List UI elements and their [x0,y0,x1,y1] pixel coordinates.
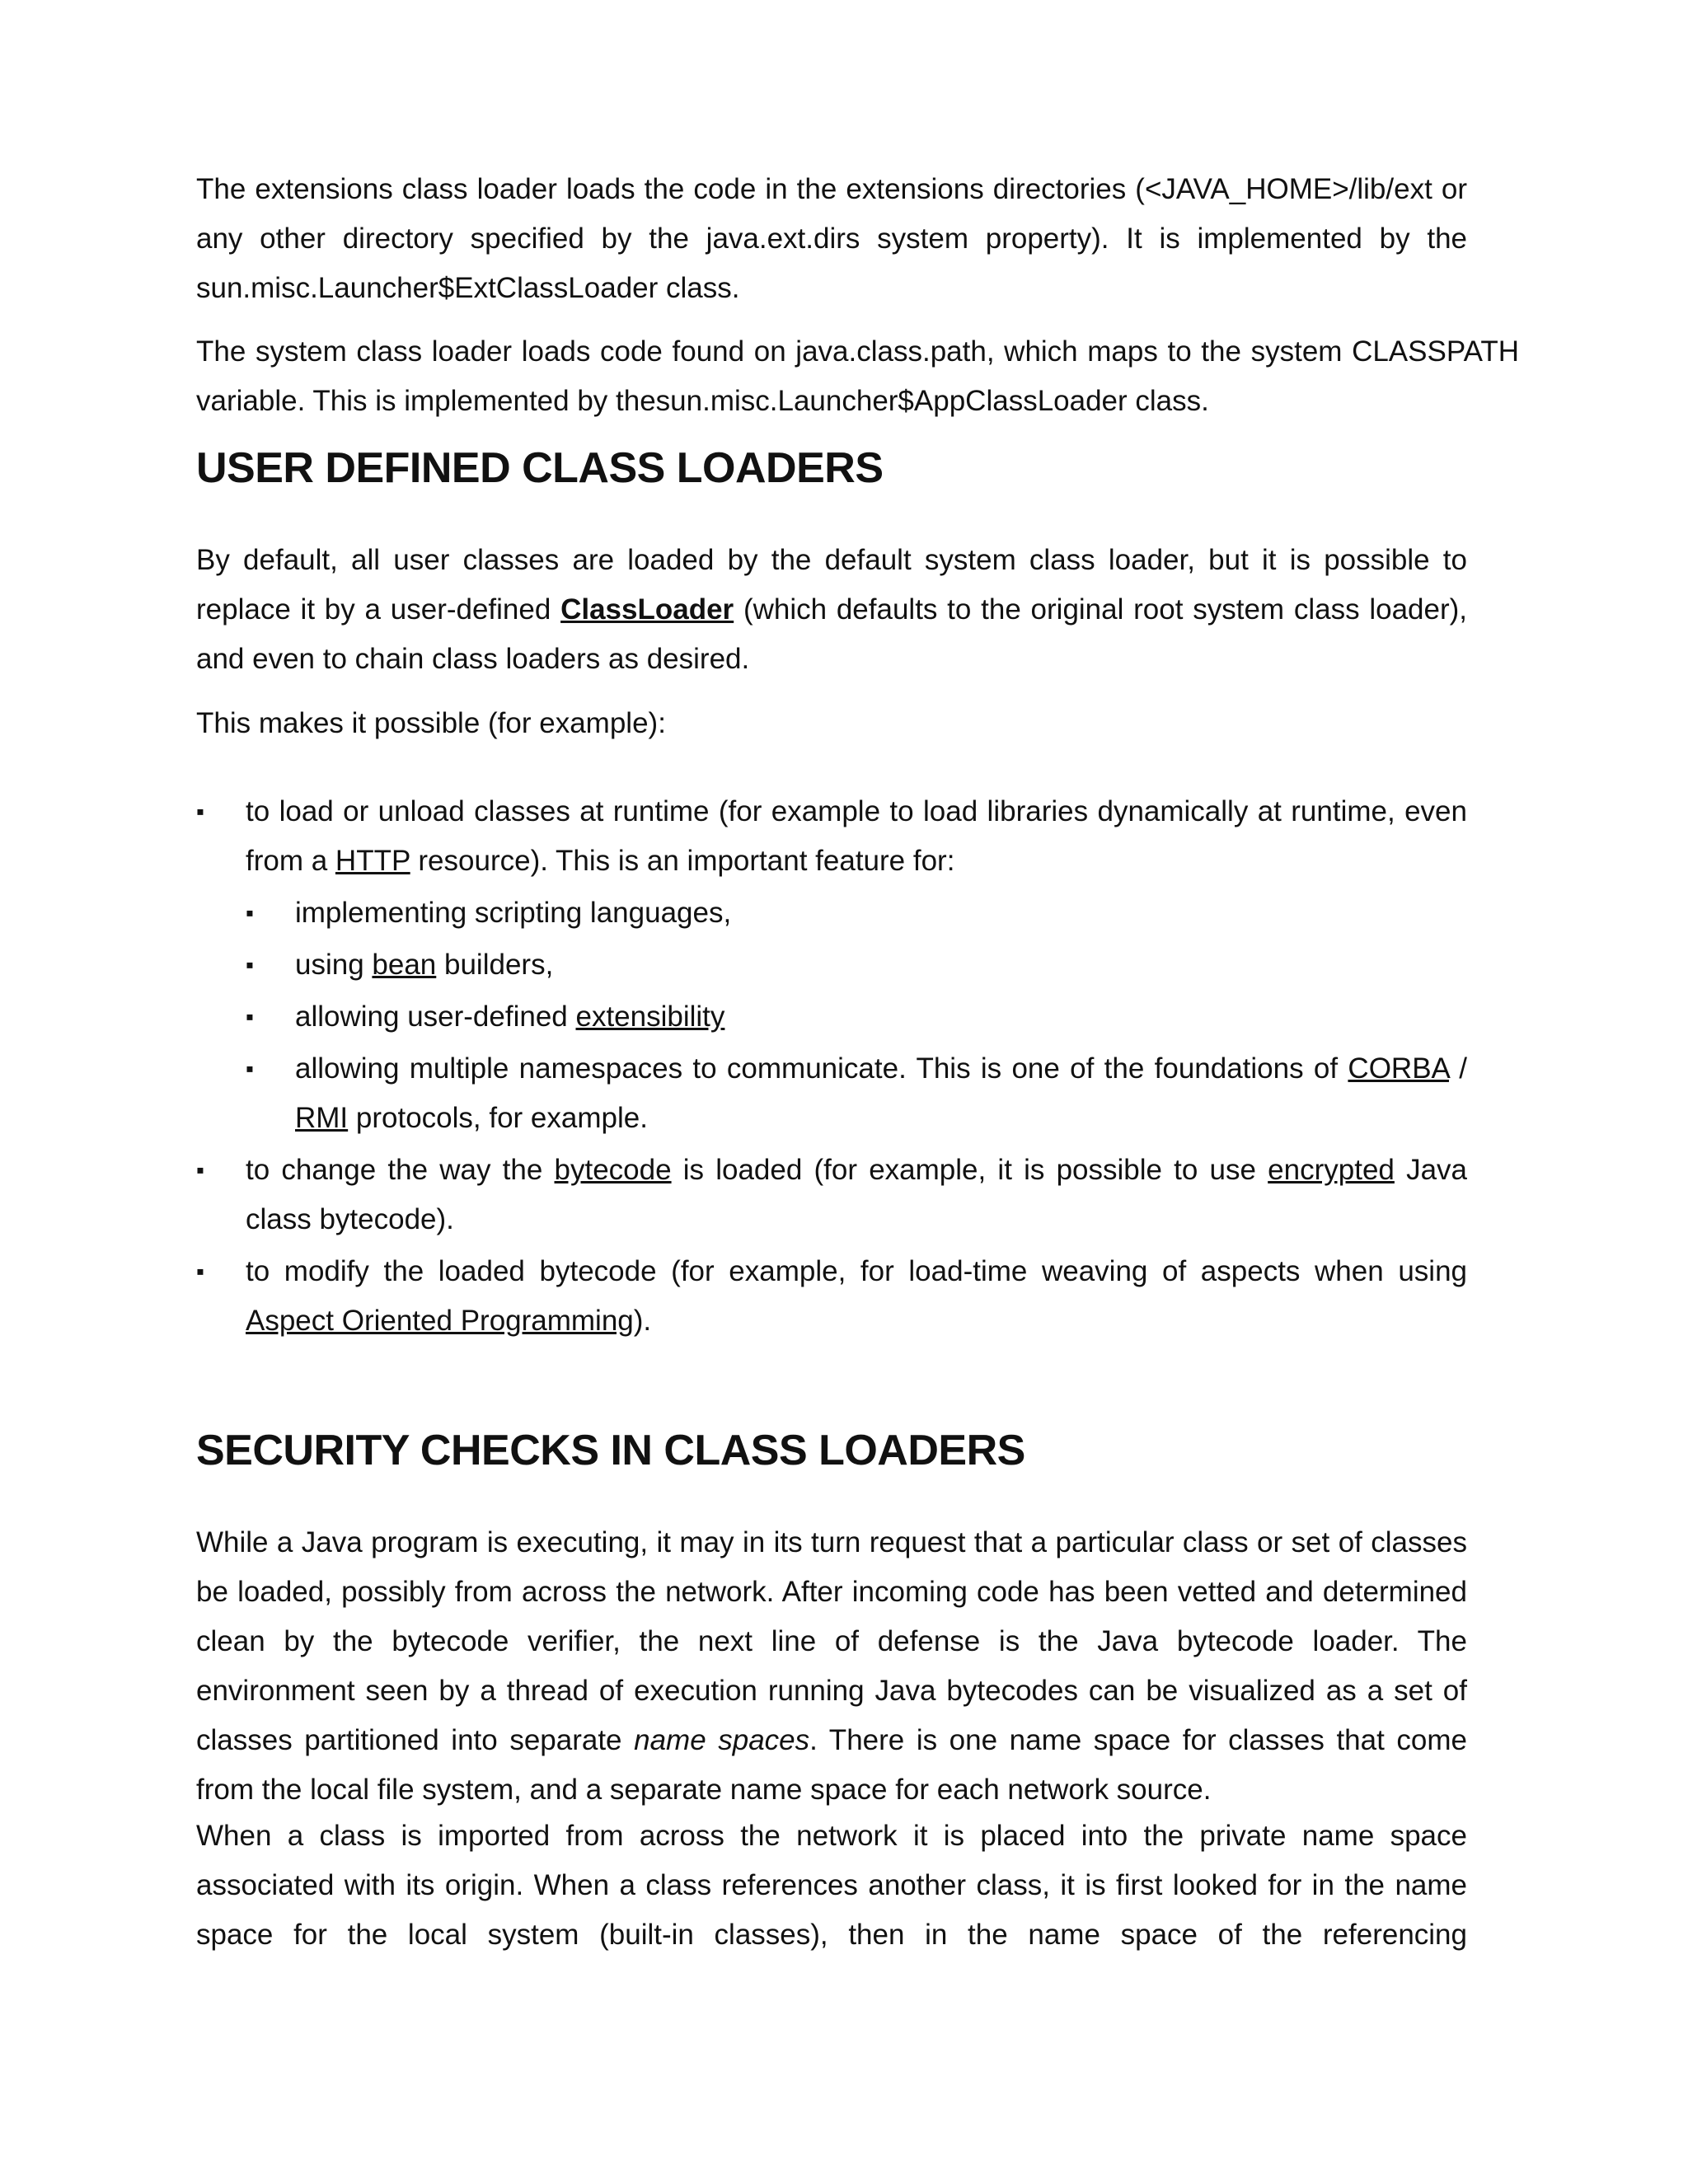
aop-link[interactable]: Aspect Oriented Programming [246,1305,634,1337]
para-extensions-loader: The extensions class loader loads the code in the extensions directories (<JAVA_HOME>/lib/ext or any other directory specified by the java.ext.dirs system property). It is implemented by the sun.misc.Launcher$ExtClassLoader class. [196,173,1467,304]
http-link[interactable]: HTTP [335,845,410,877]
sub-item-extensibility: ▪ allowing user-defined extensibility [246,992,1467,1042]
list-item-load-unload: ▪ to load or unload classes at runtime (for example to load libraries dynamically at runtime, even from a HTTP resource). This is an important feature for: ▪ implementing scripting languages, ▪ using bean builders, ▪ allowing user-defined extensibility ▪ allowing multiple namespaces to communicate. This is one of the foundations of CORBA / RMI protocols, for example. [196,787,1467,1143]
heading-user-defined-class-loaders: USER DEFINED CLASS LOADERS [196,444,884,492]
encrypted-link[interactable]: encrypted [1268,1154,1395,1186]
para-system-loader: The system class loader loads code found on java.class.path, which maps to the system CLASSPATH variable. This is implemented by thesun.misc.Launcher$AppClassLoader class. [196,335,1519,417]
name-spaces-term: name spaces [634,1724,810,1756]
rmi-link[interactable]: RMI [295,1102,349,1134]
para-default-loader: By default, all user classes are loaded by the default system class loader, but it is possible to replace it by a user-defined ClassLoader (which defaults to the original root system class loader), and even to chain class loaders as desired. [196,544,1467,675]
feature-list [196,787,1467,1348]
para-makes-possible: This makes it possible (for example): [196,707,666,739]
heading-security-checks: SECURITY CHECKS IN CLASS LOADERS [196,1427,1025,1474]
bytecode-link[interactable]: bytecode [554,1154,672,1186]
sub-item-bean-builders: ▪ using bean builders, [246,940,1467,990]
list-item-modify-bytecode: ▪ to modify the loaded bytecode (for example, for load-time weaving of aspects when using Aspect Oriented Programming). [196,1247,1467,1346]
extensibility-link[interactable]: extensibility [575,1001,725,1033]
list-item-change-bytecode: ▪ to change the way the bytecode is loaded (for example, it is possible to use encrypted Java class bytecode). [196,1146,1467,1244]
bean-link[interactable]: bean [372,949,437,981]
classloader-link[interactable]: ClassLoader [560,593,734,626]
corba-link[interactable]: CORBA [1348,1052,1449,1085]
para-security: While a Java program is executing, it may in its turn request that a particular class or set of classes be loaded, possibly from across the network. After incoming code has been vetted and determined clean by the bytecode verifier, the next line of defense is the Java bytecode loader. The environment seen by a thread of execution running Java bytecodes can be visualized as a set of classes partitioned into separate name spaces. There is one name space for classes that come from the local file system, and a separate name space for each network source. [196,1526,1467,1806]
sub-item-scripting: ▪ implementing scripting languages, [246,888,1467,938]
sub-item-namespaces: ▪ allowing multiple namespaces to communicate. This is one of the foundations of CORBA / RMI protocols, for example. [246,1044,1467,1143]
para-imported-class: When a class is imported from across the network it is placed into the private name space associated with its origin. When a class references another class, it is first looked for in the name space for the local system (built-in classes), then in the name space of the referencing [196,1820,1467,1951]
